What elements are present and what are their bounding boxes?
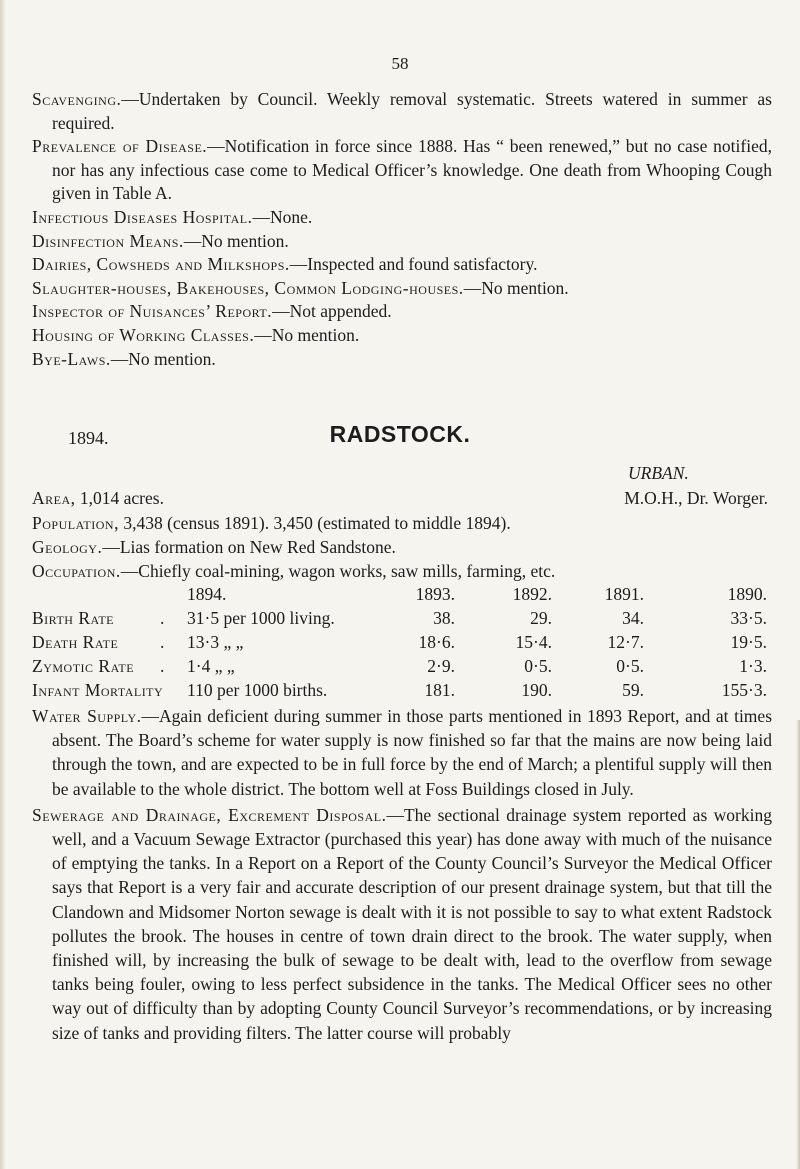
table-cell: 33·5. — [730, 608, 767, 628]
area-line — [32, 488, 164, 509]
paragraph-disinfection — [32, 230, 772, 254]
table-cell: 18·6. — [418, 632, 455, 652]
table-cell: 0·5. — [524, 656, 552, 676]
paragraph-inspector-report — [32, 300, 772, 324]
area-label: Area, — [32, 488, 76, 508]
population-line — [32, 513, 511, 534]
para-text: —No mention. — [463, 277, 569, 298]
page-number: 58 — [391, 54, 409, 73]
bottom-paragraphs — [32, 704, 772, 1045]
para-label: Disinfection Means. — [32, 230, 184, 251]
table-cell: 15·4. — [515, 632, 552, 652]
paragraph-water-supply — [32, 704, 772, 801]
paragraph-infectious-hospital — [32, 206, 772, 230]
table-row-label: Zymotic Rate — [32, 656, 135, 676]
para-label: Scavenging. — [32, 89, 122, 109]
population-value: 3,438 (census 1891). 3,450 (estimated to middle 1894). — [123, 513, 511, 533]
table-row-label: Birth Rate — [32, 608, 114, 628]
para-text: —The sectional drainage system reported as working well, and a Vacuum Sewage Extractor (purchased this year) has done away with much of the nuisance of emptying the tanks. In a Report on a Report of the County Council’s Surveyor the Medical Officer says that Report is a very fair and accurate description of our present drainage system, but that till the Clandown and Midsomer Norton sewage is dealt with it is not possible to say to what extent Radstock pollutes the brook. The houses in centre of town drain direct to the brook. The water supply, when finished will, by increasing the bulk of sewage to be dealt with, lead to the overflow from sewage tanks being fouler, owing to less perfect subsidence in the tanks. The Medical Officer sees no other way out of difficulty than by adopting County Council Surveyor’s recommendations, or by increasing size of tanks and providing filters. The latter course will probably — [52, 804, 773, 1043]
para-label: Infectious Diseases Hospital. — [32, 206, 253, 227]
para-label: Sewerage and Drainage, Excrement Disposal. — [32, 804, 387, 825]
para-text: —No mention. — [254, 324, 360, 345]
table-cell: 19·5. — [730, 632, 767, 652]
occupation-value: —Chiefly coal-mining, wagon works, saw mills, farming, etc. — [120, 561, 556, 581]
para-text: —No mention. — [110, 348, 216, 369]
area-value: 1,014 acres. — [79, 488, 164, 508]
table-header-1894: 1894. — [187, 584, 227, 604]
paragraph-slaughter-houses — [32, 277, 772, 301]
population-label: Population, — [32, 513, 119, 533]
para-label: Bye-Laws. — [32, 348, 111, 369]
table-cell: 34. — [622, 608, 644, 628]
table-cell: 38. — [433, 608, 455, 628]
table-cell: 59. — [622, 680, 644, 700]
table-cell: 1·3. — [739, 656, 767, 676]
table-header-1893: 1893. — [415, 584, 455, 604]
table-cell: 13·3 „ „ — [187, 632, 244, 652]
moh-line: M.O.H., Dr. Worger. — [624, 488, 768, 508]
para-label: Water Supply. — [32, 706, 142, 726]
paragraph-bye-laws — [32, 348, 772, 372]
geology-line — [32, 537, 396, 558]
table-row-label: Death Rate — [32, 632, 119, 652]
table-row-dots: . — [160, 632, 165, 652]
table-header-1892: 1892. — [512, 584, 552, 604]
para-text: —Undertaken by Council. Weekly removal systematic. Streets watered in summer as required. — [52, 89, 772, 133]
para-text: —Not appended. — [272, 301, 392, 322]
district-type: URBAN. — [628, 463, 689, 483]
geology-value: —Lias formation on New Red Sandstone. — [102, 537, 396, 557]
geology-label: Geology. — [32, 537, 103, 557]
table-row-dots: . — [160, 656, 165, 676]
para-text: —None. — [252, 206, 313, 227]
para-label: Housing of Working Classes. — [32, 324, 255, 345]
table-cell: 1·4 „ „ — [187, 656, 235, 676]
para-label: Dairies, Cowsheds and Milkshops. — [32, 254, 290, 275]
district-year: 1894. — [68, 428, 109, 448]
para-text: —Notification in force since 1888. Has “ been renewed,” but no case notified, nor has any infectious case come to Medical Officer’s knowledge. One death from Whooping Cough given in Table A. — [52, 136, 772, 204]
paragraph-scavenging — [32, 88, 772, 135]
page-edge-shadow-right — [796, 720, 800, 1169]
district-name: RADSTOCK. — [329, 421, 471, 447]
table-cell: 31·5 per 1000 living. — [187, 608, 335, 628]
top-paragraphs — [32, 88, 772, 371]
para-label: Slaughter-houses, Bakehouses, Common Lodging-houses. — [32, 277, 464, 298]
table-cell: 12·7. — [607, 632, 644, 652]
table-header-1891: 1891. — [604, 584, 644, 604]
para-text: —Again deficient during summer in those parts mentioned in 1893 Report, and at times absent. The Board’s scheme for water supply is now finished so far that the mains are now being laid through the town, and are expected to be in full force by the end of March; a plentiful supply will then be available to the whole district. The bottom well at Foss Buildings closed in July. — [52, 706, 772, 799]
occupation-label: Occupation. — [32, 561, 121, 581]
table-cell: 110 per 1000 births. — [187, 680, 328, 700]
table-cell: 29. — [530, 608, 552, 628]
table-cell: 0·5. — [616, 656, 644, 676]
paragraph-sewerage — [32, 803, 772, 1045]
table-cell: 155·3. — [721, 680, 767, 700]
para-label: Inspector of Nuisances’ Report. — [32, 301, 273, 322]
paragraph-housing — [32, 324, 772, 348]
paragraph-prevalence-of-disease — [32, 135, 772, 206]
para-label: Prevalence of Disease. — [32, 136, 208, 157]
para-text: —No mention. — [183, 230, 289, 251]
table-row-label: Infant Mortality — [32, 680, 164, 700]
occupation-line — [32, 561, 555, 582]
table-cell: 2·9. — [427, 656, 455, 676]
table-cell: 181. — [424, 680, 455, 700]
page-edge-shadow — [0, 0, 6, 1169]
table-header-1890: 1890. — [727, 584, 767, 604]
para-text: —Inspected and found satisfactory. — [289, 254, 538, 275]
table-cell: 190. — [521, 680, 552, 700]
table-row-dots: . — [160, 608, 165, 628]
paragraph-dairies — [32, 253, 772, 277]
